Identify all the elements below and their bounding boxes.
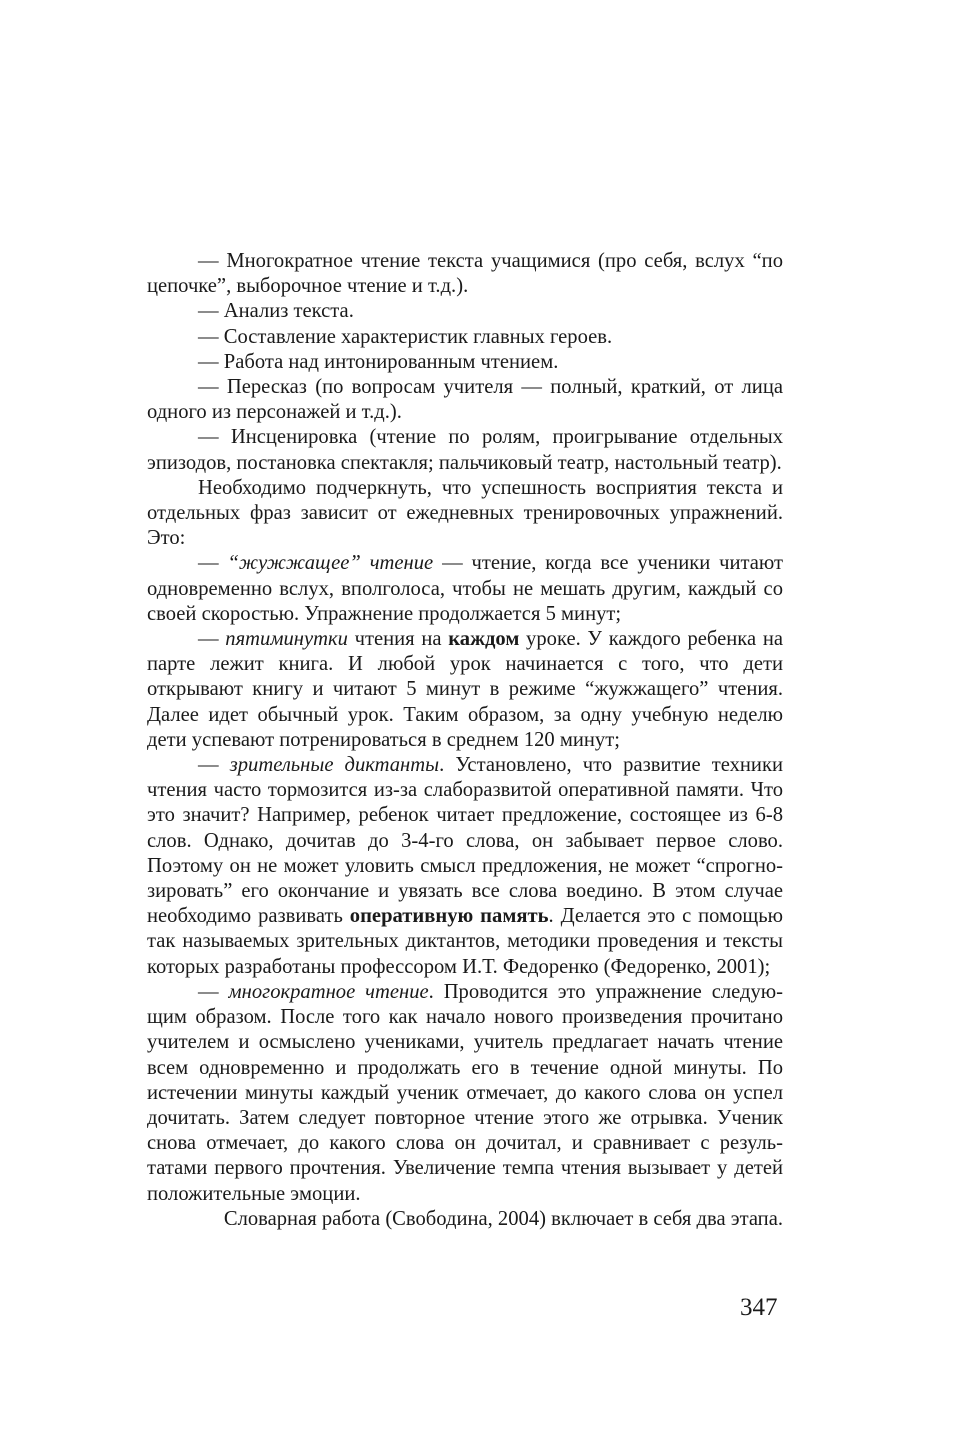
exercise-term: “жужжащее” чтение — [227, 552, 434, 575]
exercise-text: . Установлено, что развитие техники чтения часто тормозится из-за слаборазвитой оперативной памяти. Что это значит? Например, ребенок читает предложение, состоящее из 6-8 слов. Однако, дочитав до 3-4-го слова, он забывает первое слово. Поэтому он не может уловить смысл предложения, не может “спрогнозировать” его окончание и увязать все слова воедино. В этом случае необходимо развивать — [147, 754, 783, 928]
exercise-paragraph — [147, 980, 783, 1207]
emphasis: каждом — [448, 628, 520, 651]
emphasis: оперативную память — [349, 905, 549, 928]
intro-paragraph: Необходимо подчеркнуть, что успешность восприятия текста и отдельных фраз зависит от ежедневных тренировочных упражнений. Это: — [147, 476, 783, 550]
list-item: — Пересказ (по вопросам учителя — полный, краткий, от лица одного из персонажей и т.д.). — [147, 376, 783, 424]
list-item: — Анализ текста. — [198, 300, 354, 323]
exercise-text: чтения на — [347, 628, 449, 651]
dash: — — [198, 552, 228, 575]
exercise-text: . Делается это с помощью так называемых зрительных диктантов, методики проведения и тексты которых разработаны профессором И.Т. Федоренко (Федоренко, 2001); — [147, 905, 784, 978]
exercise-text: уроке. У каждого ребенка на парте лежит книга. И любой урок начинается с того, что дети открывают книгу и читают 5 минут в режиме “жужжащего” чтения. Далее идет обычный урок. Таким образом, за одну учебную неделю дети успевают потренироваться в среднем 120 минут; — [147, 628, 783, 751]
page-number: 347 — [740, 1294, 778, 1321]
exercise-text: . Проводится это упражнение следующим образом. После того как начало нового произведения прочитано учителем и осмыслено учениками, учитель предлагает начать чтение всем одновременно и продолжать его в течение одной минуты. По истечении минуты каждый ученик отмечает, до какого слова он успел дочитать. Затем следует повторное чтение этого же отрывка. Ученик снова отмечает, до какого слова он дочитал, и сравнивает с результатами первого прочтения. Увеличение темпа чтения вызывает у детей положительные эмоции. — [147, 980, 783, 1205]
final-paragraph: Словарная работа (Свободина, 2004) включает в себя два этапа. — [223, 1207, 783, 1230]
exercise-text: — чтение, когда все ученики читают одновременно вслух, вполголоса, чтобы не мешать другим, каждый со своей скоростью. Упражнение продолжается 5 минут; — [147, 552, 783, 625]
exercise-term: зрительные диктанты — [229, 754, 440, 777]
exercise-paragraph — [147, 627, 783, 753]
list-item: — Составление характеристик главных героев. — [198, 325, 613, 348]
body-text — [147, 249, 783, 1232]
dash: — — [198, 628, 226, 651]
list-item: — Инсценировка (чтение по ролям, проигрывание отдельных эпизодов, постановка спектакля; пальчиковый театр, настольный театр). — [147, 426, 783, 474]
list-item: — Многократное чтение текста учащимися (про себя, вслух “по цепочке”, выборочное чтение и т.д.). — [147, 250, 783, 298]
exercise-paragraph — [147, 551, 783, 627]
dash: — — [198, 980, 229, 1003]
exercise-paragraph — [147, 753, 783, 980]
dash: — — [198, 754, 230, 777]
list-item: — Работа над интонированным чтением. — [198, 350, 559, 373]
exercise-term: пятиминутки — [225, 628, 348, 651]
exercise-term: многократное чтение — [228, 980, 429, 1003]
